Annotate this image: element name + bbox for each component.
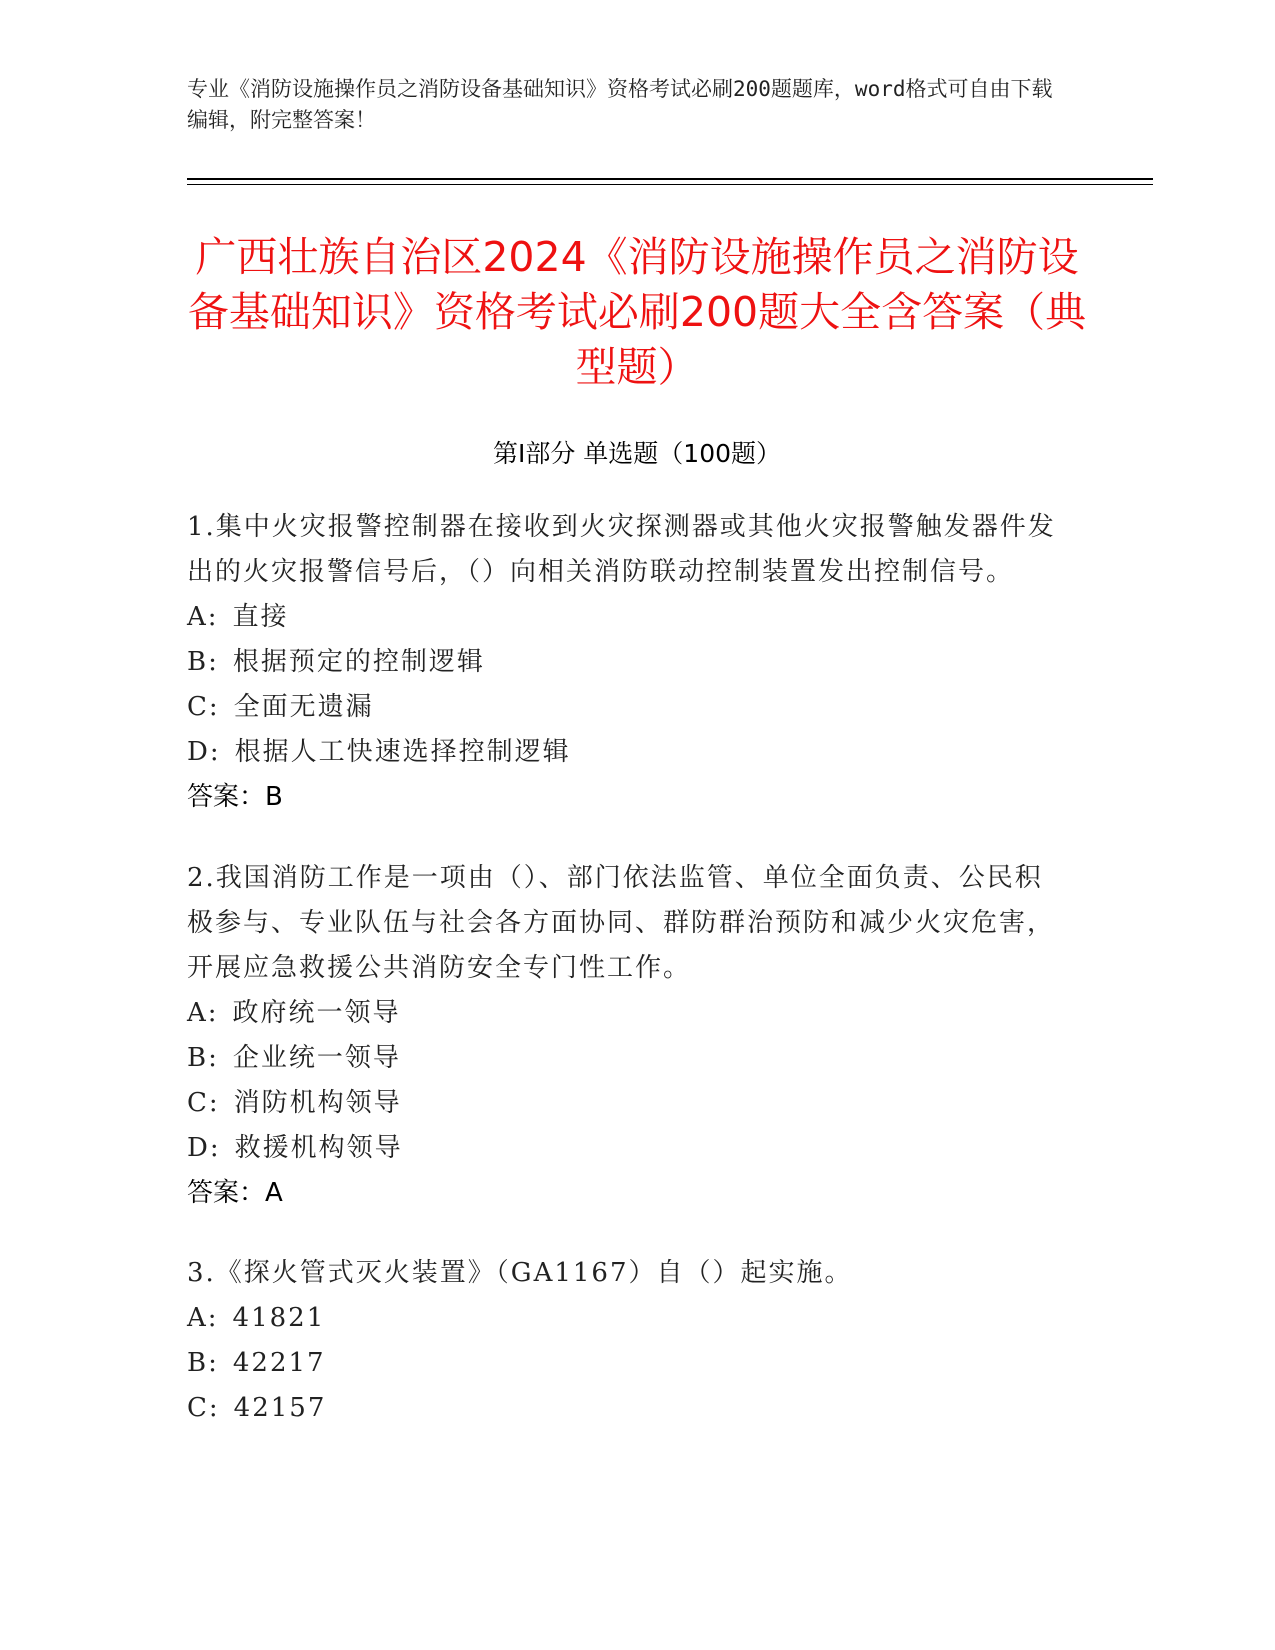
header-divider-thin (187, 184, 1153, 185)
option-label: A: (187, 602, 219, 632)
option-text: 根据人工快速选择控制逻辑 (234, 737, 571, 767)
option-b (187, 1036, 1067, 1081)
option-c (187, 685, 1067, 730)
option-label: B: (187, 1348, 219, 1378)
option-c (187, 1386, 1067, 1431)
section-title: 第Ⅰ部分 单选题（100题） (492, 439, 782, 468)
option-text: 42157 (233, 1393, 327, 1423)
option-a (187, 1296, 1067, 1341)
option-text: 41821 (232, 1303, 326, 1333)
header-note: 专业《消防设施操作员之消防设备基础知识》资格考试必刷200题题库，word格式可自由下载编辑，附完整答案！ (187, 77, 1053, 132)
option-a (187, 991, 1067, 1036)
question-2 (187, 856, 1067, 1216)
option-label: D: (187, 1133, 221, 1163)
option-label: A: (187, 998, 219, 1028)
option-label: A: (187, 1303, 219, 1333)
option-label: B: (187, 1043, 219, 1073)
question-3 (187, 1251, 1067, 1431)
option-label: B: (187, 647, 219, 677)
option-text: 政府统一领导 (232, 998, 401, 1028)
option-text: 救援机构领导 (234, 1133, 403, 1163)
option-c (187, 1081, 1067, 1126)
option-label: C: (187, 1393, 220, 1423)
question-stem: 2.我国消防工作是一项由（）、部门依法监管、单位全面负责、公民积极参与、专业队伍与社会各方面协同、群防群治预防和减少火灾危害，开展应急救援公共消防安全专门性工作。 (187, 863, 1056, 983)
option-label: D: (187, 737, 221, 767)
option-d (187, 1126, 1067, 1171)
option-text: 企业统一领导 (232, 1043, 401, 1073)
option-b (187, 1341, 1067, 1386)
option-text: 全面无遗漏 (233, 692, 374, 722)
answer: 答案：A (187, 1178, 283, 1208)
question-stem: 3.《探火管式灭火装置》（GA1167）自（）起实施。 (187, 1258, 853, 1288)
header-divider-thick (187, 178, 1153, 180)
document-title: 广西壮族自治区2024《消防设施操作员之消防设备基础知识》资格考试必刷200题大全含答案（典型题） (187, 233, 1087, 391)
option-label: C: (187, 692, 220, 722)
option-d (187, 730, 1067, 775)
option-text: 直接 (232, 602, 289, 632)
option-text: 42217 (232, 1348, 326, 1378)
option-b (187, 640, 1067, 685)
option-text: 消防机构领导 (233, 1088, 402, 1118)
option-label: C: (187, 1088, 220, 1118)
question-stem: 1.集中火灾报警控制器在接收到火灾探测器或其他火灾报警触发器件发出的火灾报警信号后，（）向相关消防联动控制装置发出控制信号。 (187, 512, 1056, 587)
answer: 答案：B (187, 782, 283, 812)
option-a (187, 595, 1067, 640)
question-1 (187, 505, 1067, 820)
option-text: 根据预定的控制逻辑 (232, 647, 485, 677)
